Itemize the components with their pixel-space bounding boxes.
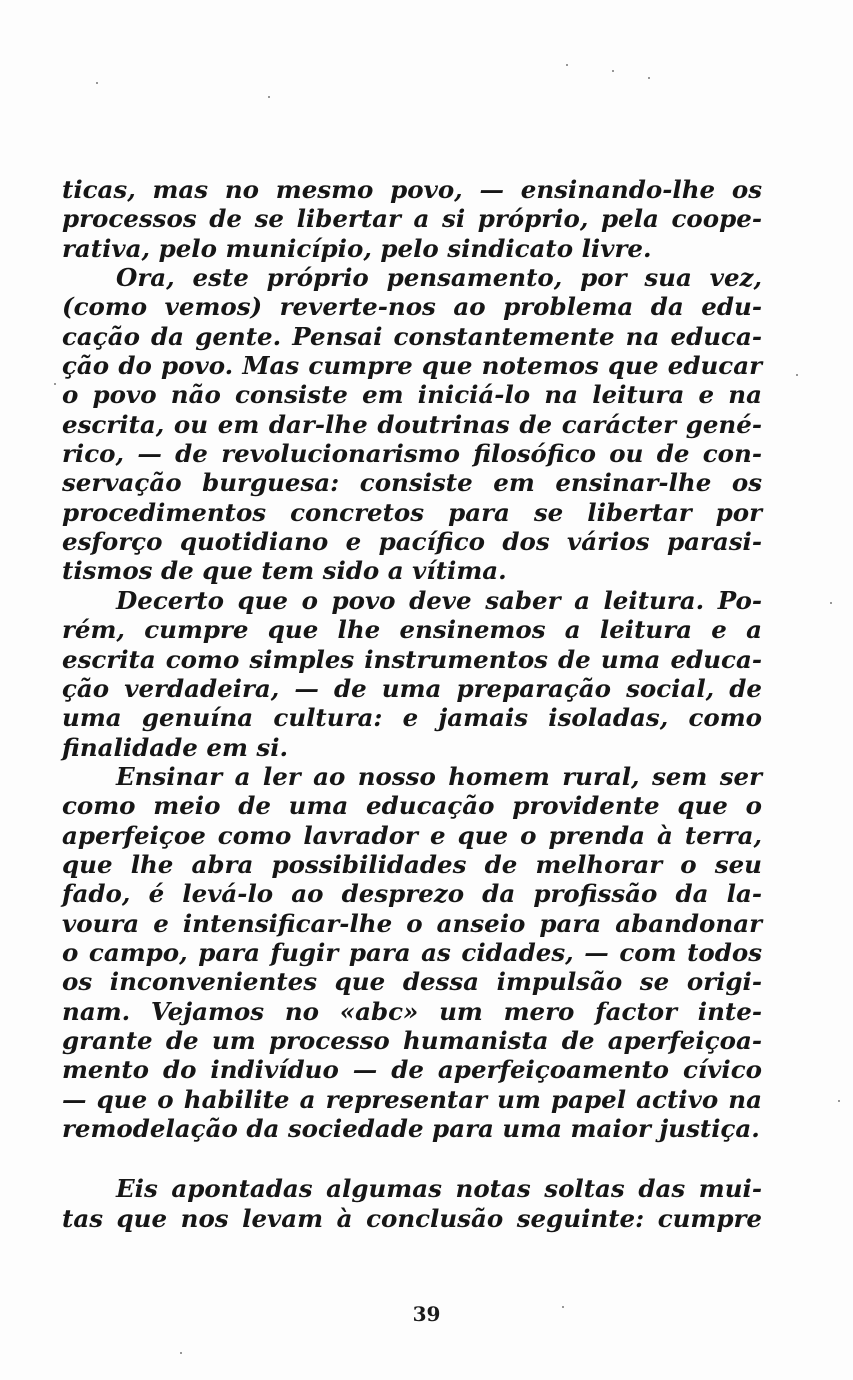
text-line: rativa, pelo município, pelo sindicato livre. (62, 233, 652, 263)
text-line: tas que nos levam à conclusão seguinte: cumpre (62, 1203, 762, 1233)
text-line: os inconvenientes que dessa impulsão se origi- (62, 967, 762, 997)
text-line: como meio de uma educação providente que o (62, 791, 762, 821)
body-text (62, 175, 762, 1233)
scan-speck (562, 1306, 564, 1308)
text-line: rém, cumpre que lhe ensinemos a leitura e a (62, 615, 762, 645)
text-line: remodelação da sociedade para uma maior justiça. (62, 1114, 760, 1143)
text-line: — que o habilite a representar um papel activo na (62, 1084, 762, 1114)
text-line: Eis apontadas algumas notas soltas das mui- (116, 1174, 762, 1204)
text-line: cação da gente. Pensai constantemente na educa- (62, 321, 762, 351)
text-line: voura e intensificar-lhe o anseio para abandonar (62, 908, 762, 938)
text-line: ção verdadeira, — de uma preparação social, de (62, 673, 762, 703)
scan-speck (648, 77, 650, 79)
text-line: Ora, este próprio pensamento, por sua vez, (116, 263, 762, 293)
scan-speck (566, 64, 568, 66)
text-line: procedimentos concretos para se libertar por (62, 497, 762, 527)
text-line: mento do indivíduo — de aperfeiçoamento cívico (62, 1055, 762, 1085)
text-line: (como vemos) reverte-nos ao problema da edu- (62, 292, 762, 322)
text-line: nam. Vejamos no «abc» um mero factor inte- (62, 996, 762, 1026)
text-line: processos de se libertar a si próprio, pela coope- (62, 204, 762, 234)
scan-speck (838, 1100, 840, 1102)
scan-speck (612, 70, 614, 72)
text-line: uma genuína cultura: e jamais isoladas, como (62, 703, 762, 733)
scan-speck (54, 383, 56, 385)
scan-speck (268, 96, 270, 98)
scan-speck (796, 374, 798, 376)
text-line: escrita como simples instrumentos de uma educa- (62, 644, 762, 674)
text-line: escrita, ou em dar-lhe doutrinas de carácter gené- (62, 409, 762, 439)
text-line: ção do povo. Mas cumpre que notemos que educar (62, 351, 762, 381)
scan-speck (180, 1352, 182, 1354)
text-line: grante de um processo humanista de aperfeiçoa- (62, 1025, 762, 1055)
text-line: o povo não consiste em iniciá-lo na leitura e na (62, 380, 762, 410)
paragraph-gap (62, 1143, 762, 1174)
scan-speck (830, 602, 832, 604)
text-line: Ensinar a ler ao nosso homem rural, sem ser (116, 761, 762, 791)
scan-speck (96, 82, 98, 84)
page-number: 39 (412, 1302, 441, 1326)
text-line: finalidade em si. (62, 732, 289, 762)
text-line: tismos de que tem sido a vítima. (62, 556, 507, 586)
text-line: ticas, mas no mesmo povo, — ensinando-lhe os (62, 175, 762, 204)
text-line: Decerto que o povo deve saber a leitura. Po- (116, 585, 762, 615)
text-line: servação burguesa: consiste em ensinar-lhe os (62, 468, 762, 498)
text-line: rico, — de revolucionarismo filosófico ou de con- (62, 439, 762, 469)
text-line: esforço quotidiano e pacífico dos vários parasi- (62, 527, 762, 557)
text-line: o campo, para fugir para as cidades, — com todos (62, 937, 762, 967)
text-line: fado, é levá-lo ao desprezo da profissão da la- (62, 879, 762, 909)
text-line: aperfeiçoe como lavrador e que o prenda à terra, (62, 820, 762, 850)
text-line: que lhe abra possibilidades de melhorar o seu (62, 849, 762, 879)
